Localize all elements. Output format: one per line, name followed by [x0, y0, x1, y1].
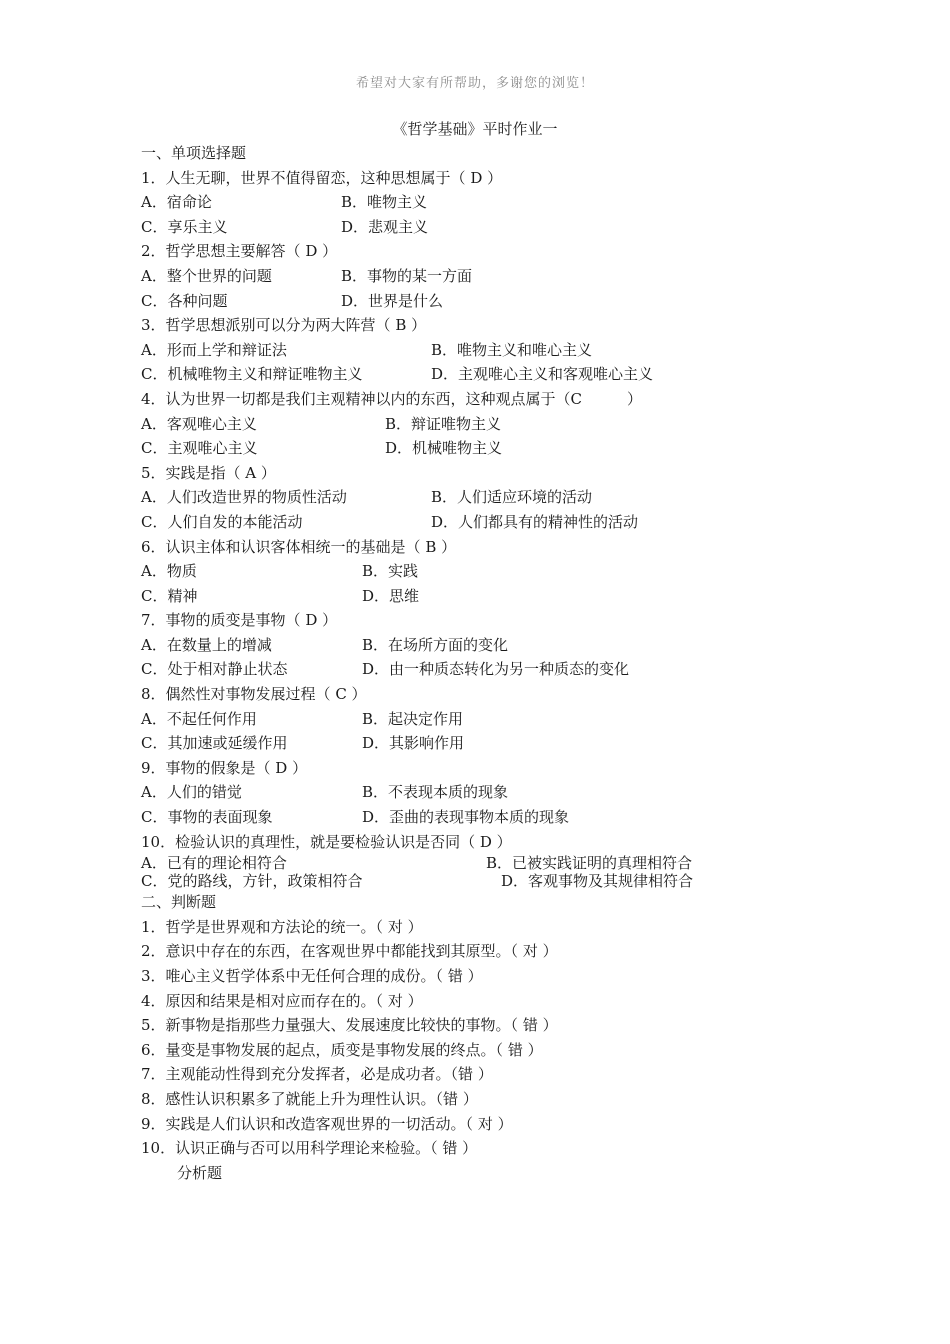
option-d: D．世界是什么 [341, 291, 444, 310]
question-text: 7．事物的质变是事物（ D ） [141, 611, 338, 630]
question-text: 10．检验认识的真理性，就是要检验认识是否同（ D ） [141, 832, 512, 851]
question-text: 2．哲学思想主要解答（ D ） [141, 242, 338, 261]
option-c: C．各种问题 [141, 291, 228, 310]
option-c: C．人们自发的本能活动 [141, 512, 303, 531]
option-b: B．唯物主义 [341, 193, 428, 212]
options-row [141, 633, 841, 658]
section-heading-single-choice: 一、单项选择题 [141, 144, 247, 162]
option-a: A．已有的理论相符合 [141, 854, 287, 873]
document-title: 《哲学基础》平时作业一 [392, 120, 558, 138]
option-d: D．机械唯物主义 [385, 439, 503, 458]
document-body [141, 141, 841, 1185]
options-row [141, 215, 841, 240]
options-row [141, 412, 841, 437]
judgment-item: 2．意识中存在的东西，在客观世界中都能找到其原型。（ 对 ） [141, 942, 558, 961]
section-heading-true-false: 二、判断题 [141, 893, 217, 912]
option-b: B．已被实践证明的真理相符合 [486, 854, 693, 873]
question-text: 8．偶然性对事物发展过程（ C ） [141, 685, 367, 704]
option-a: A．客观唯心主义 [141, 414, 257, 433]
option-c: C．事物的表面现象 [141, 808, 273, 827]
option-b: B．在场所方面的变化 [362, 635, 509, 654]
judgment-item: 6．量变是事物发展的起点，质变是事物发展的终点。（ 错 ） [141, 1040, 543, 1059]
options-row [141, 190, 841, 215]
option-c: C．处于相对静止状态 [141, 660, 288, 679]
options-row [141, 707, 841, 732]
question-text: 9．事物的假象是（ D ） [141, 758, 308, 777]
option-d: D．思维 [362, 586, 420, 605]
page-header-note: 希望对大家有所帮助，多谢您的浏览！ [355, 76, 594, 91]
option-c: C．精神 [141, 586, 198, 605]
option-b: B．人们适应环境的活动 [431, 488, 593, 507]
options-row [141, 436, 841, 461]
judgment-item: 7．主观能动性得到充分发挥者，必是成功者。（错 ） [141, 1065, 493, 1084]
option-d: D．客观事物及其规律相符合 [501, 872, 694, 891]
question-text: 1．人生无聊，世界不值得留恋，这种思想属于（ D ） [141, 168, 503, 187]
judgment-item: 3．唯心主义哲学体系中无任何合理的成份。（ 错 ） [141, 967, 483, 985]
option-d: D．悲观主义 [341, 217, 429, 236]
option-b: B．实践 [362, 562, 419, 581]
option-c: C．党的路线，方针，政策相符合 [141, 872, 363, 891]
judgment-item: 5．新事物是指那些力量强大、发展速度比较快的事物。（ 错 ） [141, 1016, 558, 1035]
option-d: D．其影响作用 [362, 734, 465, 753]
option-b: B．事物的某一方面 [341, 266, 473, 285]
judgment-item: 9．实践是人们认识和改造客观世界的一切活动。（ 对 ） [141, 1114, 513, 1133]
option-b: B．唯物主义和唯心主义 [431, 340, 593, 359]
question-text: 6．认识主体和认识客体相统一的基础是（ B ） [141, 537, 457, 556]
judgment-item: 1．哲学是世界观和方法论的统一。（ 对 ） [141, 917, 423, 936]
option-a: A．不起任何作用 [141, 709, 257, 728]
option-c: C．享乐主义 [141, 217, 228, 236]
option-b: B．起决定作用 [362, 709, 464, 728]
option-d: D．歪曲的表现事物本质的现象 [362, 808, 570, 827]
judgment-item: 8．感性认识积累多了就能上升为理性认识。（错 ） [141, 1089, 478, 1108]
options-row [141, 289, 841, 314]
option-b: B．不表现本质的现象 [362, 783, 509, 802]
judgment-item: 4．原因和结果是相对应而存在的。（ 对 ） [141, 991, 423, 1010]
option-c: C．主观唯心主义 [141, 439, 258, 458]
options-row [141, 780, 841, 805]
option-a: A．整个世界的问题 [141, 266, 272, 285]
options-row [141, 264, 841, 289]
option-c: C．机械唯物主义和辩证唯物主义 [141, 365, 363, 384]
option-a: A．人们改造世界的物质性活动 [141, 488, 347, 507]
options-row [141, 805, 841, 830]
option-a: A．人们的错觉 [141, 783, 242, 802]
options-row [141, 559, 841, 584]
option-d: D．人们都具有的精神性的活动 [431, 512, 639, 531]
option-a: A．物质 [141, 562, 197, 581]
options-row [141, 362, 841, 387]
judgment-item: 10．认识正确与否可以用科学理论来检验。（ 错 ） [141, 1139, 478, 1158]
question-text: 3．哲学思想派别可以分为两大阵营（ B ） [141, 316, 427, 335]
section-heading-analysis: 分析题 [177, 1163, 223, 1182]
option-a: A．在数量上的增减 [141, 635, 272, 654]
option-a: A．形而上学和辩证法 [141, 340, 287, 359]
option-d: D．主观唯心主义和客观唯心主义 [431, 365, 654, 384]
options-row [141, 872, 841, 890]
options-row [141, 657, 841, 682]
option-c: C．其加速或延缓作用 [141, 734, 288, 753]
option-d: D．由一种质态转化为另一种质态的变化 [362, 660, 630, 679]
question-text: 5．实践是指（ A ） [141, 463, 276, 482]
options-row [141, 510, 841, 535]
options-row [141, 854, 841, 872]
question-text: 4．认为世界一切都是我们主观精神以内的东西，这种观点属于（C ） [141, 389, 643, 408]
options-row [141, 584, 841, 609]
options-row [141, 731, 841, 756]
option-a: A．宿命论 [141, 193, 212, 212]
options-row [141, 485, 841, 510]
options-row [141, 338, 841, 363]
option-b: B．辩证唯物主义 [385, 414, 502, 433]
